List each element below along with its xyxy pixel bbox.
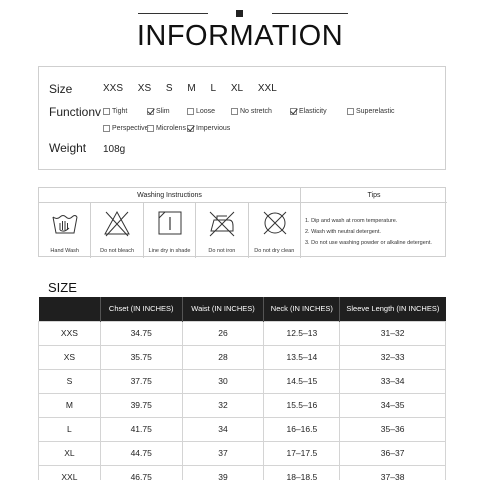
- table-cell: 33–34: [340, 369, 446, 393]
- wash-item-hand-wash: [39, 203, 91, 258]
- size-cell: XS: [39, 345, 101, 369]
- table-row: [39, 345, 446, 369]
- table-cell: 18–18.5: [264, 465, 340, 480]
- tip-item: 1. Dip and wash at room temperature.: [305, 218, 398, 224]
- option-elasticity: [290, 108, 327, 115]
- size-chart-title: SIZE: [48, 280, 77, 295]
- option-superelastic: [347, 108, 395, 115]
- wash-item-line-dry: [144, 203, 196, 258]
- size-cell: M: [39, 393, 101, 417]
- table-cell: 17–17.5: [264, 441, 340, 465]
- table-row: [39, 417, 446, 441]
- table-cell: 37.75: [100, 369, 182, 393]
- weight-label: Weight: [49, 141, 87, 155]
- table-header-row: [39, 297, 446, 321]
- line-dry-shade-icon: [155, 208, 185, 238]
- table-cell: 16–16.5: [264, 417, 340, 441]
- table-row: [39, 321, 446, 345]
- checkbox: [290, 108, 297, 115]
- size-option: M: [187, 83, 196, 94]
- checkbox: [147, 125, 154, 132]
- checkbox: [231, 108, 238, 115]
- table-row: [39, 441, 446, 465]
- option-label: Perspective: [112, 125, 149, 132]
- table-cell: 46.75: [100, 465, 182, 480]
- size-cell: L: [39, 417, 101, 441]
- washing-panel: [38, 187, 446, 257]
- wash-caption: Do not dry clean: [254, 248, 295, 254]
- table-cell: 44.75: [100, 441, 182, 465]
- size-option: XL: [230, 83, 244, 94]
- option-label: Tight: [112, 108, 128, 115]
- table-cell: 39.75: [100, 393, 182, 417]
- table-cell: 35.75: [100, 345, 182, 369]
- table-cell: 32–33: [340, 345, 446, 369]
- table-cell: 26: [182, 321, 264, 345]
- column-header-chest: Chset (IN INCHES): [100, 297, 182, 321]
- table-cell: 14.5–15: [264, 369, 340, 393]
- option-label: Impervious: [196, 125, 231, 132]
- size-option: L: [210, 83, 217, 94]
- table-cell: 39: [182, 465, 264, 480]
- hand-wash-icon: [50, 208, 80, 238]
- weight-value: 108g: [103, 144, 126, 155]
- table-cell: 37–38: [340, 465, 446, 480]
- wash-item-no-iron: [196, 203, 248, 258]
- wash-item-no-bleach: [91, 203, 143, 258]
- washing-header: Washing Instructions: [39, 188, 301, 203]
- no-iron-icon: [207, 208, 237, 238]
- table-row: [39, 369, 446, 393]
- column-header-waist: Waist (IN INCHES): [182, 297, 264, 321]
- page-title: INFORMATION: [136, 20, 344, 52]
- title-divider-right: [272, 13, 348, 14]
- option-no-stretch: [231, 108, 272, 115]
- tip-item: 3. Do not use washing powder or alkaline detergent.: [305, 240, 432, 246]
- table-cell: 15.5–16: [264, 393, 340, 417]
- size-chart-table: [38, 297, 446, 480]
- size-option: XXS: [103, 83, 124, 94]
- table-cell: 34.75: [100, 321, 182, 345]
- option-loose: [187, 108, 215, 115]
- size-list: [103, 83, 283, 94]
- size-label: Size: [49, 82, 73, 96]
- size-cell: S: [39, 369, 101, 393]
- tip-item: 2. Wash with neutral detergent.: [305, 229, 381, 235]
- tips-list: [305, 216, 432, 249]
- option-label: Loose: [196, 108, 216, 115]
- table-cell: 30: [182, 369, 264, 393]
- table-cell: 41.75: [100, 417, 182, 441]
- option-label: Elasticity: [299, 108, 327, 115]
- table-row: [39, 465, 446, 480]
- column-header-neck: Neck (IN INCHES): [264, 297, 340, 321]
- size-cell: XXS: [39, 321, 101, 345]
- wash-caption: Do not bleach: [100, 248, 135, 254]
- checkbox: [103, 108, 110, 115]
- wash-caption: Hand Wash: [50, 248, 79, 254]
- checkbox: [103, 125, 110, 132]
- wash-caption: Line dry in shade: [148, 248, 191, 254]
- option-perspective: [103, 125, 149, 132]
- option-label: Microlens: [156, 125, 186, 132]
- option-impervious: [187, 125, 230, 132]
- size-option: XS: [137, 83, 152, 94]
- column-header: [39, 297, 101, 321]
- option-tight: [103, 108, 127, 115]
- option-label: Slim: [156, 108, 170, 115]
- title-divider-left: [138, 13, 208, 14]
- size-option: XXL: [257, 83, 277, 94]
- size-cell: XL: [39, 441, 101, 465]
- size-option: S: [165, 83, 173, 94]
- table-cell: 28: [182, 345, 264, 369]
- title-ornament-square: [236, 10, 243, 17]
- size-cell: XXL: [39, 465, 101, 480]
- table-cell: 32: [182, 393, 264, 417]
- column-header-sleeve: Sleeve Length (IN INCHES): [340, 297, 446, 321]
- option-microlens: [147, 125, 186, 132]
- table-row: [39, 393, 446, 417]
- table-cell: 13.5–14: [264, 345, 340, 369]
- table-cell: 37: [182, 441, 264, 465]
- checkbox: [187, 125, 194, 132]
- table-cell: 36–37: [340, 441, 446, 465]
- info-panel: [38, 66, 446, 170]
- no-bleach-icon: [102, 208, 132, 238]
- table-cell: 35–36: [340, 417, 446, 441]
- option-label: Superelastic: [356, 108, 395, 115]
- table-cell: 12.5–13: [264, 321, 340, 345]
- tips-header: Tips: [301, 188, 447, 203]
- wash-caption: Do not iron: [208, 248, 236, 254]
- table-cell: 31–32: [340, 321, 446, 345]
- checkbox: [187, 108, 194, 115]
- checkbox: [147, 108, 154, 115]
- wash-item-no-dry-clean: [249, 203, 301, 258]
- checkbox: [347, 108, 354, 115]
- table-cell: 34–35: [340, 393, 446, 417]
- option-label: No stretch: [240, 108, 272, 115]
- function-label: Functionv: [49, 105, 102, 119]
- option-slim: [147, 108, 170, 115]
- table-cell: 34: [182, 417, 264, 441]
- no-dry-clean-icon: [260, 208, 290, 238]
